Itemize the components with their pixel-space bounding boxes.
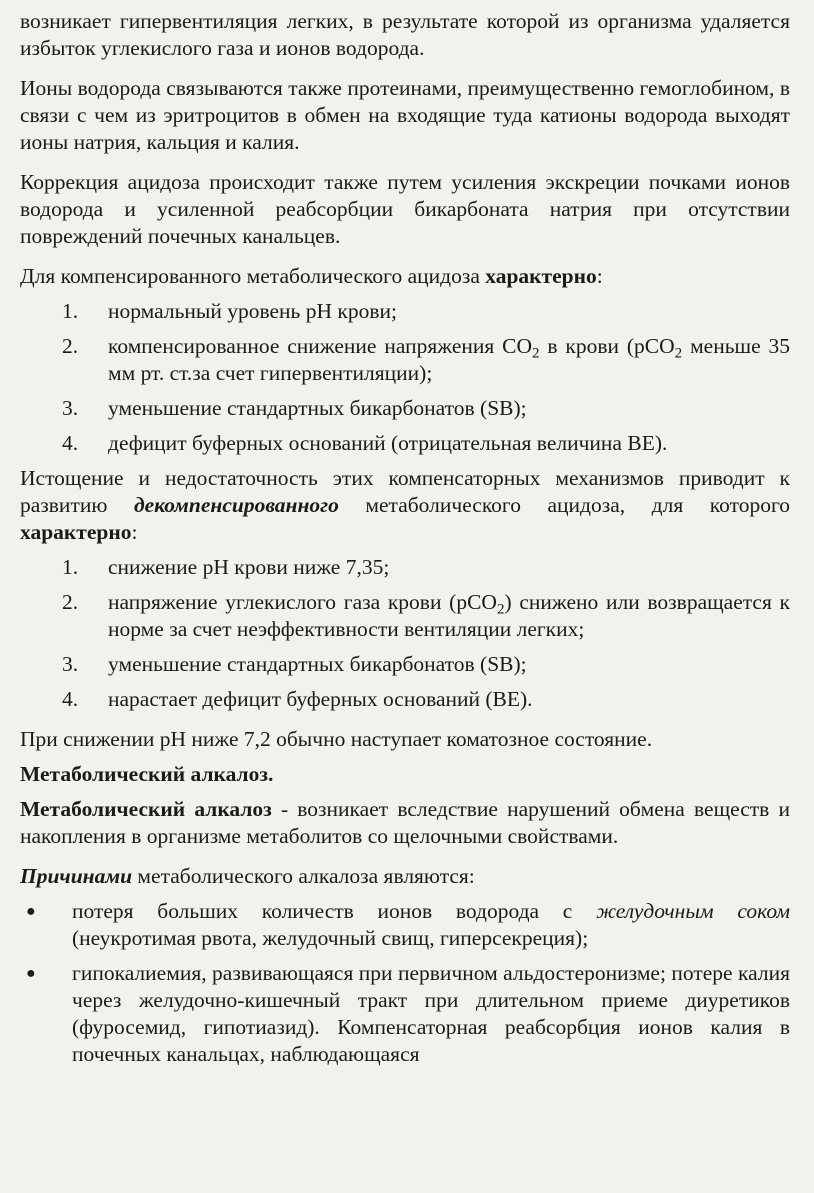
list-item-text: дефицит буферных оснований (отрицательная величина ВЕ). bbox=[108, 431, 668, 455]
list-item-number: 4. bbox=[62, 687, 79, 711]
intro-text: Для компенсированного метаболического ацидоза bbox=[20, 264, 486, 288]
paragraph-acidosis-correction: Коррекция ацидоза происходит также путем усиления экскреции почками ионов водорода и усиленной реабсорбции бикарбоната натрия при отсутствии повреждений почечных канальцев. bbox=[20, 170, 790, 248]
bullet-icon: ● bbox=[26, 965, 36, 982]
list-item bbox=[20, 298, 790, 325]
list-item-text: напряжение углекислого газа крови (рСО$_2$) снижено или возвращается к норме за счет неэффективности вентиляции легких; bbox=[108, 590, 790, 641]
list-item bbox=[20, 430, 790, 457]
list-item bbox=[20, 651, 790, 678]
causes-intro: Причинами метаболического алкалоза являются: bbox=[20, 864, 475, 888]
compensated-acidosis-list bbox=[20, 298, 790, 457]
list-item-text: потеря больших количеств ионов водорода с желудочным соком (неукротимая рвота, желудочный свищ, гиперсекреция); bbox=[72, 899, 790, 950]
bullet-icon: ● bbox=[26, 903, 36, 920]
list-item-number: 1. bbox=[62, 299, 79, 323]
decompensated-acidosis-intro: Истощение и недостаточность этих компенсаторных механизмов приводит к развитию декомпенсированного метаболического ацидоза, для которого характерно: bbox=[20, 466, 790, 544]
intro-colon: : bbox=[596, 264, 603, 288]
decompensated-acidosis-list bbox=[20, 554, 790, 713]
list-item bbox=[20, 333, 790, 387]
list-item bbox=[20, 686, 790, 713]
list-item-text: уменьшение стандартных бикарбонатов (SB); bbox=[108, 652, 527, 676]
intro-bold-term: характерно bbox=[485, 264, 597, 288]
list-item bbox=[20, 589, 790, 643]
list-item bbox=[20, 395, 790, 422]
list-item-text: нарастает дефицит буферных оснований (ВЕ). bbox=[108, 687, 533, 711]
emphasis-term: декомпенсированного bbox=[133, 493, 339, 517]
list-item-number: 2. bbox=[62, 590, 79, 614]
list-item-number: 1. bbox=[62, 555, 79, 579]
paragraph-alkalosis-definition: Метаболический алкалоз - возникает вследствие нарушений обмена веществ и накопления в организме метаболитов со щелочными свойствами. bbox=[20, 797, 790, 848]
list-item bbox=[20, 898, 790, 952]
defined-term: Метаболический алкалоз bbox=[20, 797, 272, 821]
list-item-number: 4. bbox=[62, 431, 79, 455]
list-item-text: компенсированное снижение напряжения $СО_2$ в крови (рСО$_2$ меньше 35 мм рт. ст.за счет гипервентиляции); bbox=[108, 334, 790, 385]
paragraph-hyperventilation: возникает гипервентиляция легких, в результате которой из организма удаляется избыток углекислого газа и ионов водорода. bbox=[20, 9, 790, 60]
list-item-text: снижение рН крови ниже 7,35; bbox=[108, 555, 390, 579]
paragraph-hydrogen-binding: Ионы водорода связываются также протеинами, преимущественно гемоглобином, в связи с чем из эритроцитов в обмен на входящие туда катионы водорода выходят ионы натрия, кальция и калия. bbox=[20, 76, 790, 154]
intro-bold-term: характерно bbox=[20, 520, 132, 544]
emphasis-term: Причинами bbox=[20, 864, 133, 888]
causes-list bbox=[20, 898, 790, 1068]
list-item-number: 2. bbox=[62, 334, 79, 358]
list-item-text: гипокалиемия, развивающаяся при первичном альдостеронизме; потере калия через желудочно-кишечный тракт при длительном приеме диуретиков (фуросемид, гипотиазид). Компенсаторная реабсорбция ионов калия в почечных канальцах, наблюдающаяся bbox=[72, 961, 790, 1066]
list-item bbox=[20, 960, 790, 1068]
list-item bbox=[20, 554, 790, 581]
emphasis-term: желудочным соком bbox=[596, 899, 790, 923]
list-item-text: уменьшение стандартных бикарбонатов (SB); bbox=[108, 396, 527, 420]
section-heading: Метаболический алкалоз. bbox=[20, 762, 274, 786]
list-item-text: нормальный уровень рН крови; bbox=[108, 299, 397, 323]
compensated-acidosis-intro bbox=[20, 263, 790, 290]
list-item-number: 3. bbox=[62, 396, 79, 420]
paragraph-coma: При снижении рН ниже 7,2 обычно наступает коматозное состояние. bbox=[20, 727, 653, 751]
list-item-number: 3. bbox=[62, 652, 79, 676]
